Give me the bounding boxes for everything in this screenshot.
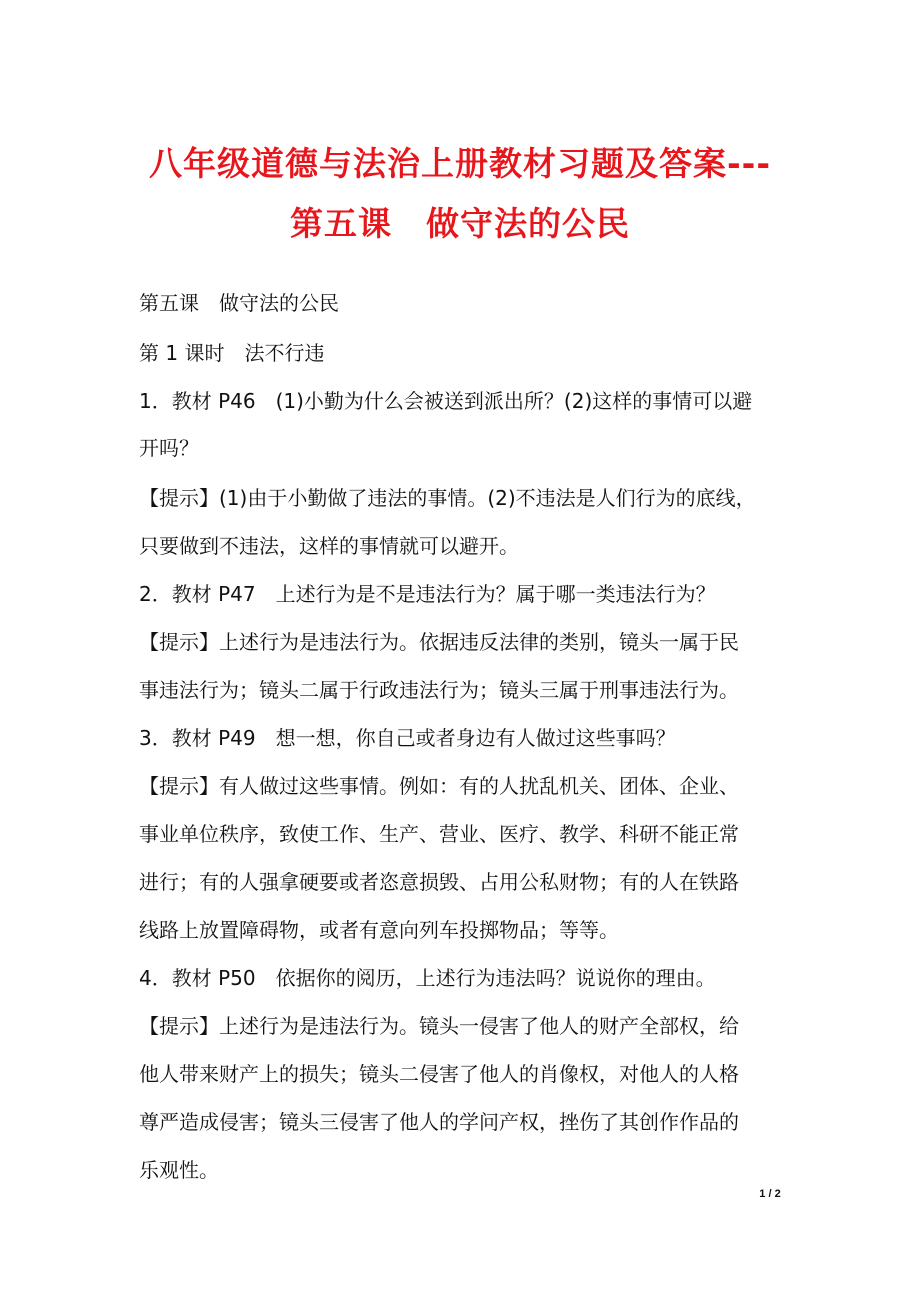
question-3: 3．教材 P49 想一想，你自己或者身边有人做过这些事吗？ — [139, 726, 676, 750]
answer-2-line-2: 事违法行为；镜头二属于行政违法行为；镜头三属于刑事违法行为。 — [139, 678, 739, 702]
answer-1-line-1: 【提示】(1)由于小勤做了违法的事情。(2)不违法是人们行为的底线， — [139, 486, 756, 510]
document-title-line-2: 第五课 做守法的公民 — [290, 204, 630, 243]
question-1-line-1: 1．教材 P46 (1)小勤为什么会被送到派出所？(2)这样的事情可以避 — [139, 389, 753, 413]
answer-3-line-1: 【提示】有人做过这些事情。例如：有的人扰乱机关、团体、企业、 — [139, 774, 739, 798]
answer-2-line-1: 【提示】上述行为是违法行为。依据违反法律的类别，镜头一属于民 — [139, 630, 739, 654]
page-indicator: 1 / 2 — [759, 1188, 781, 1200]
section-heading: 第五课 做守法的公民 — [139, 291, 339, 315]
answer-4-line-3: 尊严造成侵害；镜头三侵害了他人的学问产权，挫伤了其创作作品的 — [139, 1110, 739, 1134]
document-title-line-1: 八年级道德与法治上册教材习题及答案--- — [148, 144, 772, 183]
answer-3-line-4: 线路上放置障碍物，或者有意向列车投掷物品；等等。 — [139, 918, 619, 942]
question-4: 4．教材 P50 依据你的阅历，上述行为违法吗？说说你的理由。 — [139, 966, 716, 990]
answer-4-line-2: 他人带来财产上的损失；镜头二侵害了他人的肖像权，对他人的人格 — [139, 1062, 739, 1086]
answer-3-line-2: 事业单位秩序，致使工作、生产、营业、医疗、教学、科研不能正常 — [139, 822, 739, 846]
answer-4-line-1: 【提示】上述行为是违法行为。镜头一侵害了他人的财产全部权，给 — [139, 1014, 739, 1038]
answer-3-line-3: 进行；有的人强拿硬要或者恣意损毁、占用公私财物；有的人在铁路 — [139, 870, 739, 894]
answer-4-line-4: 乐观性。 — [139, 1158, 219, 1182]
answer-1-line-2: 只要做到不违法，这样的事情就可以避开。 — [139, 534, 519, 558]
lesson-heading: 第 1 课时 法不行违 — [139, 341, 325, 365]
question-1-line-2: 开吗？ — [139, 436, 199, 460]
question-2: 2．教材 P47 上述行为是不是违法行为？属于哪一类违法行为？ — [139, 582, 716, 606]
